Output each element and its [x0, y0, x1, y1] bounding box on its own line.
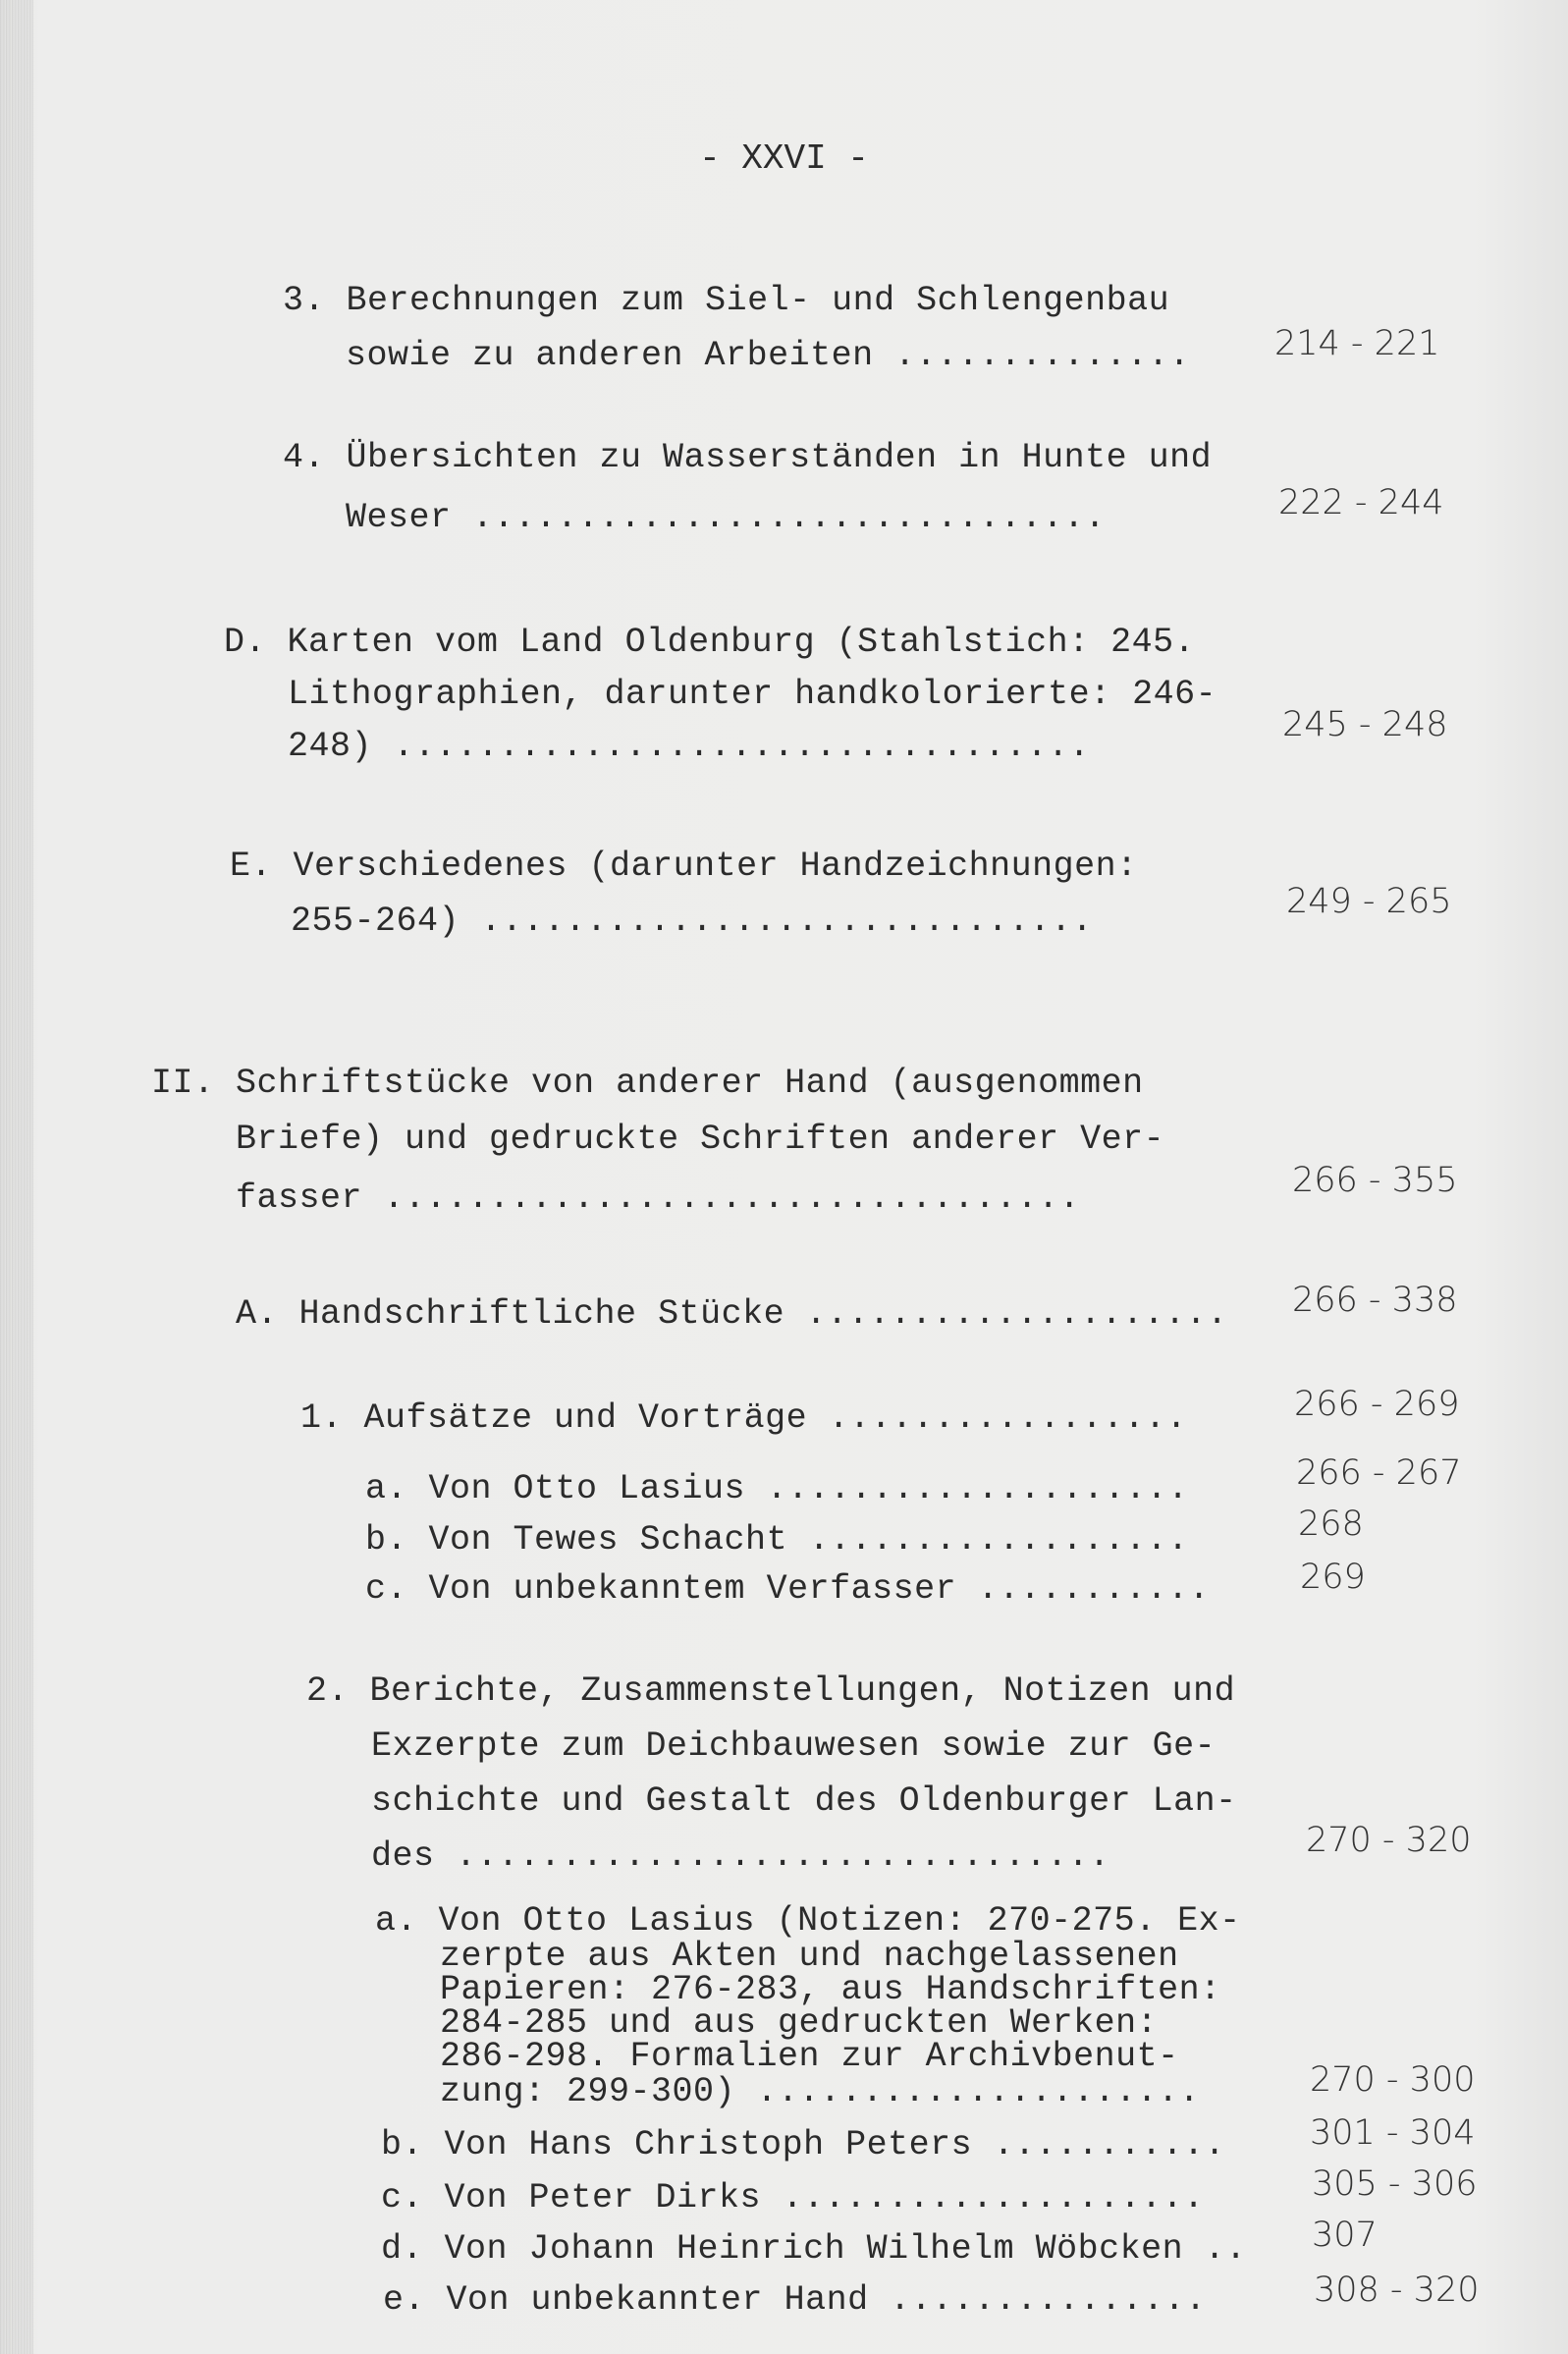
- page-range: 249 - 265: [1286, 882, 1452, 921]
- toc-line: a. Von Otto Lasius (Notizen: 270-275. Ex-: [375, 1901, 1241, 1941]
- toc-line: des ...............................: [371, 1836, 1110, 1876]
- toc-line: A. Handschriftliche Stücke ....................: [236, 1294, 1228, 1334]
- page-range: 305 - 306: [1312, 2164, 1478, 2204]
- page-range: 266 - 269: [1294, 1385, 1460, 1424]
- page-range: 266 - 355: [1292, 1161, 1458, 1200]
- toc-line: Lithographien, darunter handkolorierte: 246-: [288, 675, 1217, 714]
- toc-line: 255-264) .............................: [291, 902, 1094, 941]
- page-range: 270 - 320: [1306, 1821, 1472, 1860]
- toc-line: schichte und Gestalt des Oldenburger Lan-: [371, 1781, 1237, 1821]
- toc-line: II. Schriftstücke von anderer Hand (ausgenommen: [151, 1064, 1144, 1103]
- toc-line: Papieren: 276-283, aus Handschriften:: [440, 1970, 1221, 2009]
- toc-line: 3. Berechnungen zum Siel- und Schlengenbau: [283, 281, 1170, 320]
- page-range: 266 - 267: [1296, 1453, 1462, 1493]
- page-range: 308 - 320: [1314, 2271, 1480, 2310]
- toc-line: Weser ..............................: [346, 498, 1107, 537]
- toc-line: 4. Übersichten zu Wasserständen in Hunte und: [283, 438, 1213, 477]
- page-stack-edge: [0, 0, 33, 2354]
- toc-line: 286-298. Formalien zur Archivbenut-: [440, 2037, 1179, 2076]
- toc-line: fasser .................................: [236, 1178, 1081, 1218]
- toc-line: sowie zu anderen Arbeiten ..............: [346, 336, 1191, 375]
- page-range: 245 - 248: [1282, 705, 1448, 744]
- page-range: 307: [1312, 2216, 1378, 2255]
- page-range: 266 - 338: [1292, 1281, 1458, 1320]
- toc-line: 284-285 und aus gedruckten Werken:: [440, 2003, 1159, 2043]
- toc-line: e. Von unbekannter Hand ...............: [383, 2280, 1207, 2320]
- toc-line: Briefe) und gedruckte Schriften anderer Ver-: [236, 1120, 1165, 1159]
- toc-line: a. Von Otto Lasius ....................: [365, 1469, 1189, 1508]
- toc-line: c. Von unbekanntem Verfasser ...........: [365, 1569, 1211, 1609]
- toc-line: d. Von Johann Heinrich Wilhelm Wöbcken ..: [381, 2229, 1247, 2269]
- toc-line: 248) .................................: [288, 727, 1091, 766]
- toc-line: zung: 299-300) .....................: [440, 2072, 1201, 2111]
- page-range: 214 - 221: [1274, 324, 1440, 363]
- toc-line: E. Verschiedenes (darunter Handzeichnungen:: [230, 847, 1138, 886]
- toc-line: 2. Berichte, Zusammenstellungen, Notizen und: [306, 1671, 1236, 1711]
- page-range: 270 - 300: [1310, 2060, 1476, 2100]
- toc-line: 1. Aufsätze und Vorträge .................: [300, 1398, 1188, 1438]
- page-range: 222 - 244: [1278, 483, 1444, 522]
- toc-line: c. Von Peter Dirks ....................: [381, 2178, 1205, 2217]
- toc-line: zerpte aus Akten und nachgelassenen: [440, 1937, 1179, 1976]
- page-range: 269: [1300, 1558, 1366, 1597]
- page-range: 268: [1298, 1505, 1364, 1544]
- toc-line: Exzerpte zum Deichbauwesen sowie zur Ge-: [371, 1726, 1217, 1766]
- page-range: 301 - 304: [1310, 2113, 1476, 2153]
- toc-line: D. Karten vom Land Oldenburg (Stahlstich: 245.: [224, 623, 1196, 662]
- page-number-header: - XXVI -: [699, 138, 869, 179]
- toc-line: b. Von Hans Christoph Peters ...........: [381, 2125, 1226, 2164]
- toc-line: b. Von Tewes Schacht ..................: [365, 1520, 1189, 1560]
